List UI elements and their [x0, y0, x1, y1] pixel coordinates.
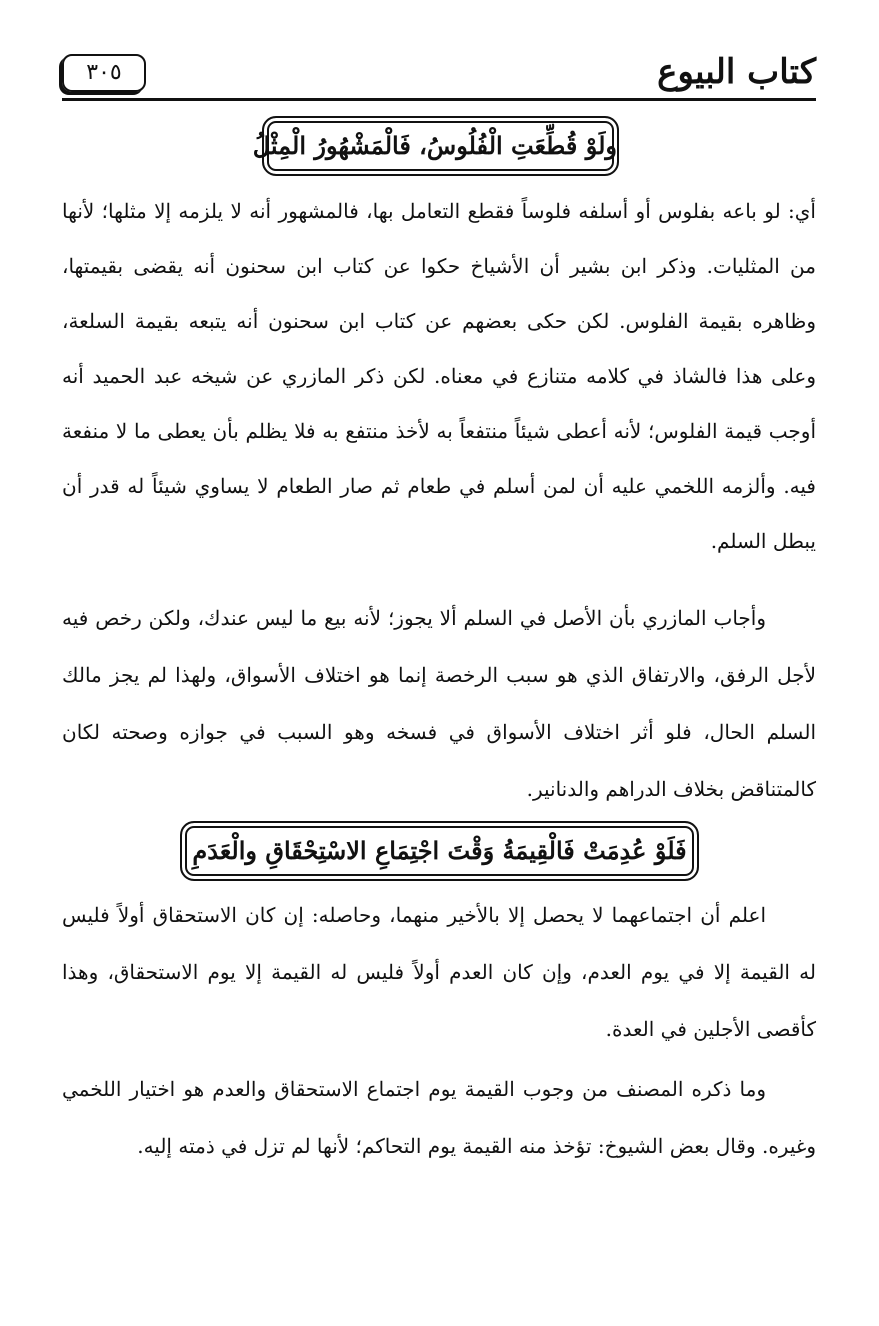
- page-header: [62, 48, 816, 100]
- section-heading-1: ولَوْ قُطِّعَتِ الْفُلُوسُ، فَالْمَشْهُورُ الْمِثْلُ: [262, 116, 619, 176]
- header-divider: [62, 98, 816, 101]
- section-heading-2: فَلَوْ عُدِمَتْ فَالْقِيمَةُ وَقْتَ اجْتِمَاعِ الاسْتِحْقَاقِ والْعَدَمِ: [180, 821, 699, 881]
- paragraph-4: وما ذكره المصنف من وجوب القيمة يوم اجتماع الاستحقاق والعدم هو اختيار اللخمي وغيره. وقال بعض الشيوخ: تؤخذ منه القيمة يوم التحاكم؛ لأنها لم تزل في ذمته إليه.: [62, 1077, 816, 1158]
- paragraph-1: أي: لو باعه بفلوس أو أسلفه فلوساً فقطع التعامل بها، فالمشهور أنه لا يلزمه إلا مثلها؛ لأنها من المثليات. وذكر ابن بشير أن الأشياخ حكوا عن كتاب ابن سحنون أنه يقضى بقيمتها، وظاهره بقيمة الفلوس. لكن حكى بعضهم عن كتاب ابن سحنون أنه يتبعه بقيمة السلعة، وعلى هذا فالشاذ في كلامه متنازع في معناه. لكن ذكر المازري عن شيخه عبد الحميد أنه أوجب قيمة الفلوس؛ لأنه أعطى شيئاً منتفعاً به لأخذ منتفع به فلا يظلم بأن يعطى ما لا منفعة فيه. وألزمه اللخمي عليه أن لمن أسلم في طعام ثم صار الطعام لا يساوي شيئاً له قدر أن يبطل السلم.: [62, 199, 816, 553]
- page-number: ٣٠٥: [62, 54, 146, 92]
- paragraph-3: اعلم أن اجتماعهما لا يحصل إلا بالأخير منهما، وحاصله: إن كان الاستحقاق أولاً فليس له القيمة إلا في يوم العدم، وإن كان العدم أولاً فليس له القيمة إلا يوم الاستحقاق، وهذا كأقصى الأجلين في العدة.: [62, 903, 816, 1041]
- book-title: كتاب البيوع: [657, 52, 816, 92]
- paragraph-2: وأجاب المازري بأن الأصل في السلم ألا يجوز؛ لأنه بيع ما ليس عندك، ولكن رخص فيه لأجل الرفق، والارتفاق الذي هو سبب الرخصة إنما هو اختلاف الأسواق، ولهذا لم يجز مالك السلم الحال، فلو أثر اختلاف الأسواق في فسخه وهو السبب في جوازه وصحته لكان كالمتناقض بخلاف الدراهم والدنانير.: [62, 606, 816, 801]
